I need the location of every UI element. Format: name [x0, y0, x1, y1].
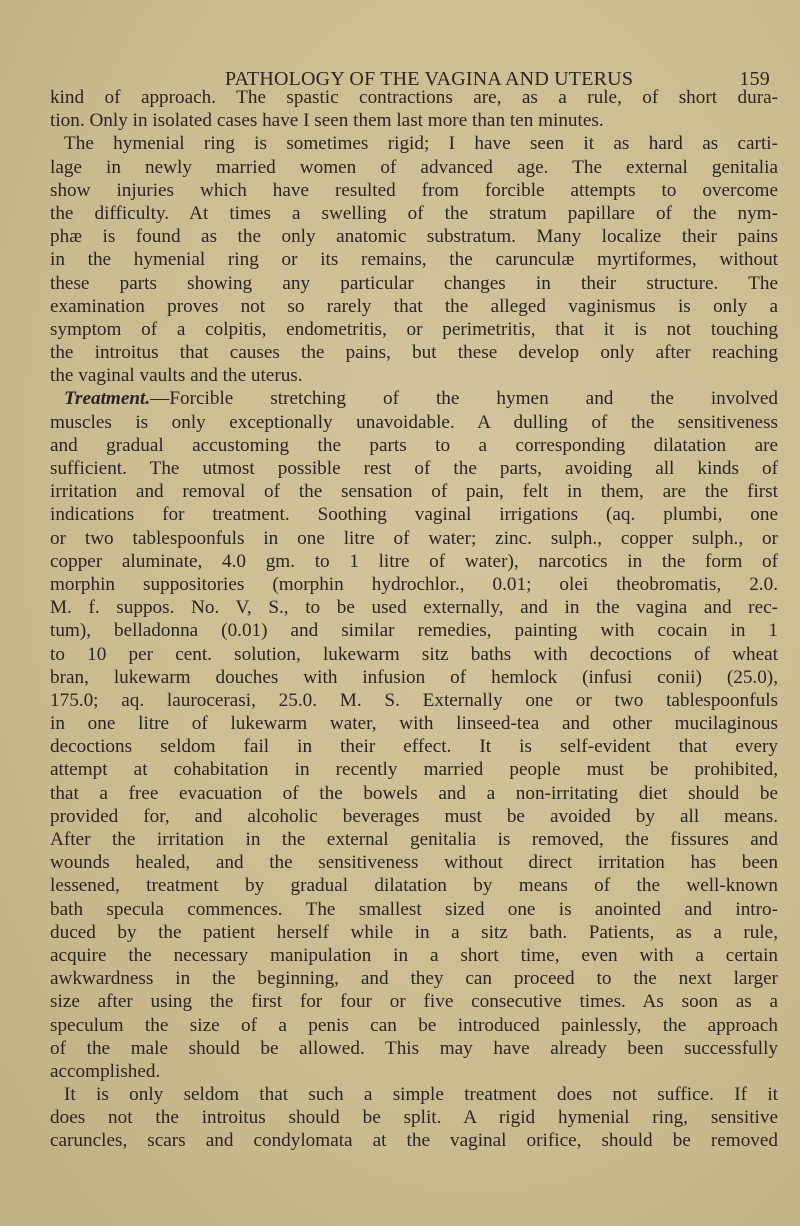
- text-line: [50, 341, 778, 364]
- paragraph: [50, 387, 778, 1083]
- paragraph: [50, 132, 778, 387]
- text-line: [50, 434, 778, 457]
- line-text: examination proves not so rarely that the alleged vaginismus is only a: [50, 295, 778, 317]
- page-number: 159: [739, 68, 770, 90]
- line-text: tum), belladonna (0.01) and similar remedies, painting with cocain in 1: [50, 620, 778, 642]
- paragraph: [50, 1083, 778, 1153]
- text-line: [50, 318, 778, 341]
- line-text: wounds healed, and the sensitiveness without direct irritation has been: [50, 852, 778, 874]
- line-text: It is only seldom that such a simple treatment does not suffice. If it: [64, 1084, 778, 1106]
- line-text: phæ is found as the only anatomic substratum. Many localize their pains: [50, 226, 778, 248]
- text-line: [50, 387, 778, 410]
- line-text: M. f. suppos. No. V, S., to be used externally, and in the vagina and rec-: [50, 597, 778, 619]
- text-line: [50, 1060, 778, 1083]
- line-text: duced by the patient herself while in a sitz bath. Patients, as a rule,: [50, 921, 778, 943]
- text-line: [50, 480, 778, 503]
- line-text: indications for treatment. Soothing vaginal irrigations (aq. plumbi, one: [50, 504, 778, 526]
- line-text: speculum the size of a penis can be introduced painlessly, the approach: [50, 1014, 778, 1036]
- line-text: show injuries which have resulted from forcible attempts to overcome: [50, 179, 778, 201]
- line-text: accomplished.: [50, 1060, 161, 1082]
- body-text: [50, 86, 778, 1153]
- text-line: [50, 156, 778, 179]
- text-line: [50, 202, 778, 225]
- running-title: PATHOLOGY OF THE VAGINA AND UTERUS: [225, 68, 634, 90]
- line-text: attempt at cohabitation in recently married people must be prohibited,: [50, 759, 778, 781]
- text-line: [50, 758, 778, 781]
- text-line: [50, 1129, 778, 1152]
- section-run-in-heading: Treatment.: [64, 388, 151, 410]
- line-text: irritation and removal of the sensation of pain, felt in them, are the first: [50, 481, 778, 503]
- text-line: [50, 179, 778, 202]
- line-text: the difficulty. At times a swelling of the stratum papillare of the nym-: [50, 202, 778, 224]
- text-line: [50, 132, 778, 155]
- line-text: morphin suppositories (morphin hydrochlor., 0.01; olei theobromatis, 2.0.: [50, 573, 778, 595]
- text-line: [50, 248, 778, 271]
- text-line: [50, 503, 778, 526]
- text-line: [50, 851, 778, 874]
- line-text: does not the introitus should be split. A rigid hymenial ring, sensitive: [50, 1107, 778, 1129]
- text-line: [50, 109, 778, 132]
- text-line: [50, 805, 778, 828]
- line-text: or two tablespoonfuls in one litre of water; zinc. sulph., copper sulph., or: [50, 527, 778, 549]
- text-line: [50, 967, 778, 990]
- line-text: symptom of a colpitis, endometritis, or perimetritis, that it is not touching: [50, 318, 778, 340]
- text-line: [50, 364, 778, 387]
- line-text: —Forcible stretching of the hymen and the involved: [150, 388, 778, 410]
- line-text: in the hymenial ring or its remains, the carunculæ myrtiformes, without: [50, 249, 778, 271]
- text-line: [50, 898, 778, 921]
- line-text: acquire the necessary manipulation in a short time, even with a certain: [50, 944, 778, 966]
- text-line: [50, 828, 778, 851]
- text-line: [50, 990, 778, 1013]
- text-line: [50, 550, 778, 573]
- line-text: copper aluminate, 4.0 gm. to 1 litre of water), narcotics in the form of: [50, 550, 778, 572]
- text-line: [50, 1014, 778, 1037]
- text-line: [50, 596, 778, 619]
- text-line: [50, 712, 778, 735]
- text-line: [50, 573, 778, 596]
- line-text: muscles is only exceptionally unavoidable. A dulling of the sensitiveness: [50, 411, 778, 433]
- text-line: [50, 272, 778, 295]
- line-text: the vaginal vaults and the uterus.: [50, 365, 303, 387]
- text-line: [50, 689, 778, 712]
- line-text: lessened, treatment by gradual dilatation by means of the well-known: [50, 875, 778, 897]
- line-text: these parts showing any particular changes in their structure. The: [50, 272, 778, 294]
- text-line: [50, 666, 778, 689]
- line-text: to 10 per cent. solution, lukewarm sitz baths with decoctions of wheat: [50, 643, 778, 665]
- line-text: The hymenial ring is sometimes rigid; I have seen it as hard as carti-: [64, 133, 778, 155]
- text-line: [50, 921, 778, 944]
- line-text: awkwardness in the beginning, and they can proceed to the next larger: [50, 968, 778, 990]
- line-text: that a free evacuation of the bowels and a non-irritating diet should be: [50, 782, 778, 804]
- line-text: of the male should be allowed. This may have already been successfully: [50, 1037, 778, 1059]
- line-text: the introitus that causes the pains, but these develop only after reaching: [50, 342, 778, 364]
- text-line: [50, 874, 778, 897]
- text-line: [50, 1106, 778, 1129]
- line-text: After the irritation in the external genitalia is removed, the fissures and: [50, 829, 778, 850]
- text-line: [50, 1037, 778, 1060]
- text-line: [50, 1083, 778, 1106]
- text-line: [50, 295, 778, 318]
- text-line: [50, 735, 778, 758]
- line-text: provided for, and alcoholic beverages must be avoided by all means.: [50, 805, 778, 827]
- line-text: and gradual accustoming the parts to a corresponding dilatation are: [50, 434, 778, 456]
- text-line: [50, 225, 778, 248]
- text-line: [50, 782, 778, 805]
- line-text: tion. Only in isolated cases have I seen them last more than ten minutes.: [50, 110, 604, 132]
- line-text: 175.0; aq. laurocerasi, 25.0. M. S. Externally one or two tablespoonfuls: [50, 689, 778, 711]
- text-line: [50, 527, 778, 550]
- text-line: [50, 619, 778, 642]
- line-text: bran, lukewarm douches with infusion of hemlock (infusi conii) (25.0),: [50, 666, 778, 688]
- text-line: [50, 643, 778, 666]
- line-text: in one litre of lukewarm water, with linseed-tea and other mucilaginous: [50, 713, 778, 735]
- line-text: sufficient. The utmost possible rest of the parts, avoiding all kinds of: [50, 458, 778, 479]
- line-text: caruncles, scars and condylomata at the vaginal orifice, should be removed: [50, 1130, 778, 1152]
- line-text: lage in newly married women of advanced age. The external genitalia: [50, 156, 778, 178]
- text-line: [50, 944, 778, 967]
- line-text: bath specula commences. The smallest sized one is anointed and intro-: [50, 898, 778, 920]
- text-line: [50, 86, 778, 109]
- line-text: decoctions seldom fail in their effect. It is self-evident that every: [50, 736, 778, 758]
- text-line: [50, 457, 778, 480]
- paragraph: [50, 86, 778, 132]
- line-text: size after using the first for four or five consecutive times. As soon as a: [50, 991, 778, 1013]
- line-text: kind of approach. The spastic contractions are, as a rule, of short dura-: [50, 87, 778, 108]
- text-line: [50, 411, 778, 434]
